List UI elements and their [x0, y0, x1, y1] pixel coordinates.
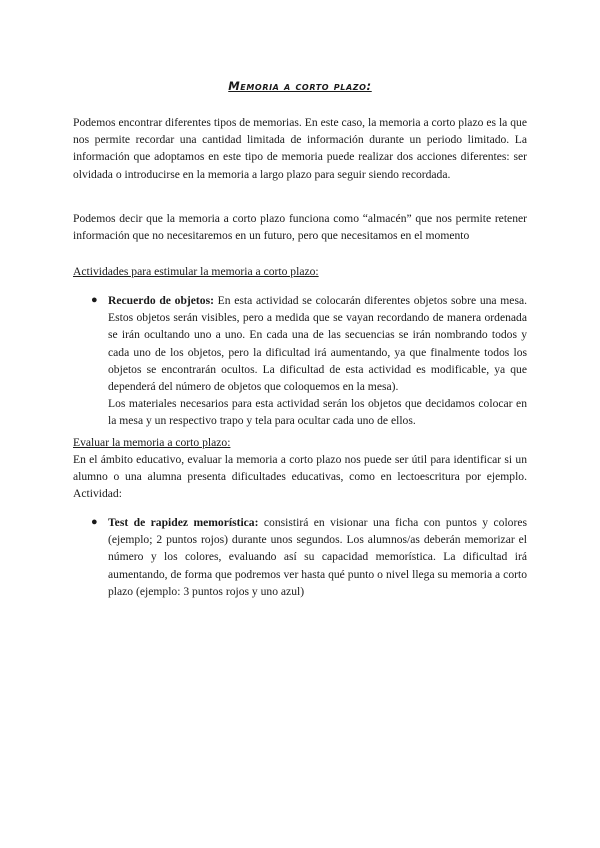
paragraph-evaluar: En el ámbito educativo, evaluar la memoria a corto plazo nos puede ser útil para identificar si un alumno o una alumna presenta dificultades educativas, como en lectoescritura por ejemplo. Actividad: — [73, 453, 527, 501]
item-title: Recuerdo de objetos: — [108, 294, 214, 307]
paragraph-almacen: Podemos decir que la memoria a corto plazo funciona como “almacén” que nos permite retener información que no necesitaremos en un futuro, pero que necesitamos en el momento — [73, 212, 527, 243]
list-item-recuerdo-objetos — [108, 292, 527, 395]
item-title: Test de rapidez memorística: — [108, 516, 259, 529]
list-item-materiales: Los materiales necesarios para esta actividad serán los objetos que decidamos colocar en la mesa y un respectivo trapo y tela para ocultar cada uno de ellos. — [108, 397, 527, 428]
bullet-icon: ● — [91, 516, 98, 528]
section-heading-actividades: Actividades para estimular la memoria a corto plazo: — [73, 265, 319, 278]
item-text: consistirá en visionar una ficha con puntos y colores (ejemplo; 2 puntos rojos) durante unos segundos. Los alumnos/as deberán memorizar el número y los colores, evaluando así su capacidad memorística. La dificultad irá aumentando, de forma que podremos ver hasta qué punto o nivel llega su memoria a corto plazo (ejemplo: 3 puntos rojos y uno azul) — [108, 516, 527, 598]
bullet-icon: ● — [91, 294, 98, 306]
paragraph-intro: Podemos encontrar diferentes tipos de memorias. En este caso, la memoria a corto plazo es la que nos permite recordar una cantidad limitada de información durante un periodo limitado. La información que adoptamos en este tipo de memoria puede realizar dos acciones diferentes: ser olvidada o introducirse en la memoria a largo plazo para seguir siendo recordada. — [73, 116, 527, 181]
list-item-test-rapidez — [108, 514, 527, 600]
item-text: En esta actividad se colocarán diferentes objetos sobre una mesa. Estos objetos serán visibles, pero a medida que se vayan recordando de manera ordenada se irán ocultando uno a uno. En cada una de las secuencias se irán nombrando todos y cada uno de los objetos, pero la dificultad irá aumentando, ya que finalmente todos los objetos se encontrarán ocultos. La dificultad de esta actividad es modificable, ya que dependerá del número de objetos que coloquemos en la mesa). — [108, 294, 527, 394]
page-title: Memoria a corto plazo: — [228, 79, 372, 93]
section-heading-evaluar: Evaluar la memoria a corto plazo: — [73, 436, 231, 449]
